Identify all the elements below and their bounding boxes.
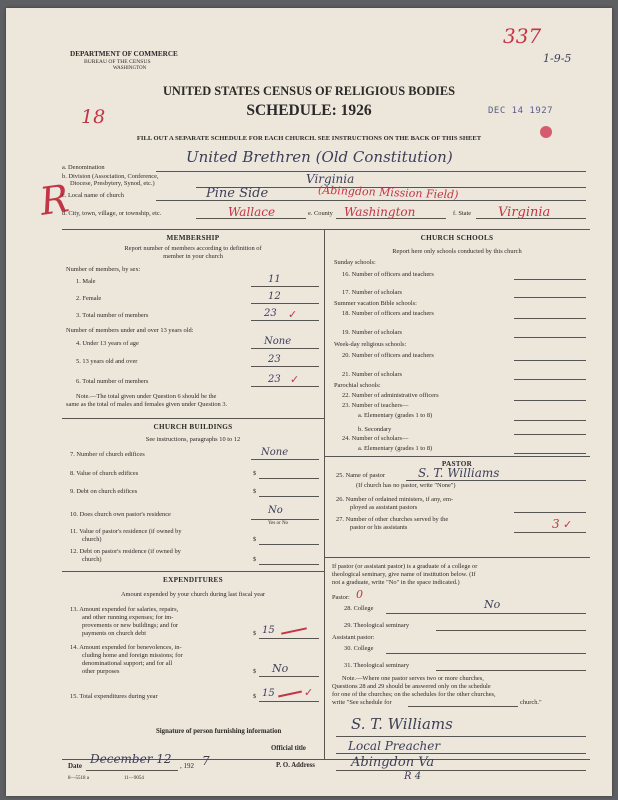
q19-line (514, 337, 586, 338)
q31-line (436, 670, 586, 671)
q6-check-mark: ✓ (290, 374, 300, 386)
q8-label: 8. Value of church edifices (70, 470, 139, 477)
grid-line-buildings (62, 418, 324, 419)
graduate-note-2: theological seminary, give name of institution below. (If (332, 571, 476, 578)
schedule-title: SCHEDULE: 1926 (246, 102, 372, 119)
form-title: UNITED STATES CENSUS OF RELIGIOUS BODIES (162, 84, 456, 98)
q9-dollar: $ (253, 488, 257, 495)
q30-line (386, 653, 586, 654)
q7-value: None (261, 447, 289, 458)
q3-value: 23 (264, 308, 277, 319)
parochial-schools-label: Parochial schools: (334, 382, 381, 389)
q16-line (514, 279, 586, 280)
q27-value: 3 (552, 517, 560, 531)
q5-line (251, 366, 319, 367)
q28-label: 28. College (344, 605, 374, 612)
q3-label: 3. Total number of members (76, 312, 149, 319)
denomination-value: United Brethren (Old Constitution) (186, 148, 453, 166)
q13-value: 15 (262, 625, 275, 636)
membership-intro-1: Report number of members according to definition of (124, 245, 262, 252)
pastor-note-5: church." (520, 699, 542, 706)
q13-label-1: 13. Amount expended for salaries, repairs, (70, 606, 179, 613)
members-by-sex-label: Number of members, by sex: (66, 266, 141, 273)
q14-dollar: $ (253, 668, 257, 675)
q26-label-2: ployed as assistant pastors (350, 504, 418, 511)
q20-label: 20. Number of officers and teachers (342, 352, 434, 359)
q21-label: 21. Number of scholars (342, 371, 402, 378)
po-address-line (336, 770, 586, 771)
q23a-line (514, 420, 586, 421)
bureau-label: BUREAU OF THE CENSUS (84, 59, 151, 65)
q13-label-3: provements or new buildings; and for (82, 622, 179, 629)
q10-label: 10. Does church own pastor's residence (70, 511, 171, 518)
q3-line (251, 320, 319, 321)
q23a-label: a. Elementary (grades 1 to 8) (358, 412, 433, 419)
q12-label-1: 12. Debt on pastor's residence (if owned by (70, 548, 181, 555)
department-label: DEPARTMENT OF COMMERCE (70, 50, 178, 58)
graduate-note-1: If pastor (or assistant pastor) is a graduate of a college or (332, 563, 478, 570)
city-town-value: Wallace (228, 205, 276, 219)
q10-hint: Yes or No (268, 521, 289, 526)
membership-heading: MEMBERSHIP (166, 234, 220, 242)
q2-value: 12 (268, 291, 281, 302)
q11-line (259, 544, 319, 545)
expenditures-sub: Amount expended by your church during last fiscal year (120, 591, 266, 598)
q15-label: 15. Total expenditures during year (70, 693, 158, 700)
q26-label-1: 26. Number of ordained ministers, if any, em- (336, 496, 454, 503)
division-label-2: Diocese, Presbytery, Synod, etc.) (70, 180, 155, 187)
division-label-1: b. Division (Association, Conference, (62, 173, 159, 180)
summer-schools-label: Summer vacation Bible schools: (334, 300, 417, 307)
separate-schedule-instruction: FILL OUT A SEPARATE SCHEDULE FOR EACH CHURCH. SEE INSTRUCTIONS ON THE BACK OF THIS SHEET (136, 135, 482, 142)
q5-label: 5. 13 years old and over (76, 358, 138, 365)
q24a-line (514, 453, 586, 454)
q15-line (259, 701, 319, 702)
q3-check-mark: ✓ (288, 309, 298, 321)
q18-label: 18. Number of officers and teachers (342, 310, 434, 317)
q31-label: 31. Theological seminary (344, 662, 410, 669)
q8-dollar: $ (253, 470, 257, 477)
q24-label: 24. Number of scholars— (342, 435, 409, 442)
membership-note-2: same as the total of males and females given under Question 3. (66, 401, 228, 408)
q12-dollar: $ (253, 556, 257, 563)
q12-line (259, 564, 319, 565)
q13-label-4: payments on church debt (82, 630, 147, 637)
signature-value: S. T. Williams (351, 715, 453, 733)
denomination-line (156, 171, 586, 172)
q11-dollar: $ (253, 536, 257, 543)
q23b-label: b. Secondary (358, 426, 392, 433)
q15-red-stroke (278, 691, 302, 698)
membership-intro-2: member in your church (163, 253, 223, 260)
weekday-schools-label: Week-day religious schools: (334, 341, 407, 348)
q14-label-3: denominational support; and for all (82, 660, 173, 667)
state-label: f. State (453, 210, 472, 217)
q13-label-2: and other running expenses; for im- (82, 614, 174, 621)
q4-label: 4. Under 13 years of age (76, 340, 139, 347)
q8-line (259, 478, 319, 479)
q14-label-1: 14. Amount expended for benevolences, in- (70, 644, 182, 651)
q15-dollar: $ (253, 693, 257, 700)
official-title-line (336, 753, 586, 754)
schools-heading: CHURCH SCHOOLS (420, 234, 494, 242)
q17-line (514, 297, 586, 298)
q10-value: No (268, 505, 283, 516)
q28-line (386, 613, 586, 614)
q22-line (514, 400, 586, 401)
q13-red-stroke (281, 627, 307, 634)
q21-line (514, 379, 586, 380)
sunday-schools-label: Sunday schools: (334, 259, 376, 266)
q17-label: 17. Number of scholars (342, 289, 402, 296)
year-digit: 7 (202, 754, 210, 768)
census-schedule-sheet (6, 8, 612, 796)
q1-line (251, 286, 319, 287)
county-value: Washington (344, 205, 416, 219)
q15-value: 15 (262, 688, 275, 699)
q2-line (251, 303, 319, 304)
membership-note-1: Note.—The total given under Question 6 should be the (76, 393, 217, 400)
date-line (86, 770, 178, 771)
po-address-value: Abingdon Va (351, 755, 435, 770)
q29-label: 29. Theological seminary (344, 622, 410, 629)
q4-line (251, 348, 319, 349)
q13-dollar: $ (253, 630, 257, 637)
official-title-label: Official title (271, 745, 306, 752)
q18-line (514, 318, 586, 319)
q2-label: 2. Female (76, 295, 102, 302)
q13-line (259, 638, 319, 639)
q23b-line (514, 434, 586, 435)
pastor-mark: 0 (356, 588, 363, 601)
q25-value: S. T. Williams (418, 466, 500, 480)
corner-code: 1-9-5 (543, 52, 572, 65)
q6-label: 6. Total number of members (76, 378, 149, 385)
grid-line-graduate (324, 557, 590, 558)
city-town-label: d. City, town, village, or township, etc. (62, 210, 162, 217)
local-name-value: Pine Side (206, 186, 269, 201)
pastor-heading: PASTOR (441, 460, 473, 468)
mission-field-note: (Abingdon Mission Field) (317, 183, 459, 202)
state-value: Virginia (498, 205, 551, 220)
q6-value: 23 (268, 374, 281, 385)
schools-sub: Report here only schools conducted by this church (392, 248, 522, 255)
date-value: December 12 (90, 752, 172, 766)
q7-label: 7. Number of church edifices (70, 451, 145, 458)
year-prefix: , 192 (180, 762, 194, 770)
buildings-sub: See instructions, paragraphs 10 to 12 (145, 436, 241, 443)
q30-label: 30. College (344, 645, 374, 652)
graduate-note-3: not a graduate, write "No" in the space indicated.) (332, 579, 460, 586)
county-label: e. County (308, 210, 333, 217)
q14-value: No (272, 662, 289, 675)
print-number: 11—9054 (124, 776, 144, 781)
pastor-subhead: Pastor: (332, 594, 350, 601)
q27-check-mark: ✓ (563, 519, 573, 531)
grid-line-pastor (324, 456, 590, 457)
q25-note: (If church has no pastor, write "None") (356, 482, 456, 489)
left-number: 18 (81, 106, 106, 128)
margin-r-mark: R (37, 176, 72, 224)
denomination-label: a. Denomination (62, 164, 105, 171)
q14-label-4: other purposes (82, 668, 120, 675)
buildings-heading: CHURCH BUILDINGS (153, 423, 233, 431)
q11-label-2: church) (82, 536, 102, 543)
pastor-note-1: Note.—Where one pastor serves two or more churches, (342, 675, 484, 682)
grid-top-line (62, 229, 590, 230)
q26-line (514, 512, 586, 513)
city-label: WASHINGTON (113, 66, 147, 71)
q14-line (259, 676, 319, 677)
q9-line (259, 496, 319, 497)
q25-line (406, 480, 586, 481)
q7-line (251, 459, 319, 460)
date-label: Date (68, 762, 82, 770)
q22-label: 22. Number of administrative officers (342, 392, 439, 399)
pastor-note-4: write "See schedule for (332, 699, 392, 706)
q4-value: None (264, 336, 292, 347)
local-name-label: c. Local name of church (62, 192, 124, 199)
assistant-subhead: Assistant pastor: (332, 634, 375, 641)
q27-line (514, 532, 586, 533)
form-number: 8—5518 a (68, 776, 89, 781)
signature-label: Signature of person furnishing information (156, 728, 282, 735)
signature-line (336, 736, 586, 737)
pastor-note-blank (408, 706, 518, 707)
official-title-value: Local Preacher (348, 739, 441, 753)
q14-label-2: cluding home and foreign missions; for (82, 652, 183, 659)
corner-number: 337 (503, 24, 542, 48)
grid-line-expenditures (62, 571, 324, 572)
q5-value: 23 (268, 354, 281, 365)
q27-label-2: pastor or his assistants (350, 524, 408, 531)
q11-label-1: 11. Value of pastor's residence (if owned by (70, 528, 182, 535)
q25-label: 25. Name of pastor (336, 472, 385, 479)
q1-value: 11 (268, 274, 281, 285)
q9-label: 9. Debt on church edifices (70, 488, 138, 495)
pastor-note-3: for one of the churches; on the schedules for the other churches, (332, 691, 496, 698)
q23-label: 23. Number of teachers— (342, 402, 409, 409)
members-by-age-label: Number of members under and over 13 years old: (66, 327, 194, 334)
po-address-extra: R 4 (404, 771, 422, 782)
q29-line (436, 630, 586, 631)
q27-label-1: 27. Number of other churches served by the (336, 516, 449, 523)
received-date-stamp: DEC 14 1927 (488, 106, 554, 116)
q24a-label: a. Elementary (grades 1 to 8) (358, 445, 433, 452)
grid-center-divider (324, 229, 325, 759)
pastor-note-2: Questions 28 and 29 should be answered only on the schedule (332, 683, 491, 690)
q20-line (514, 360, 586, 361)
expenditures-heading: EXPENDITURES (163, 576, 223, 584)
q12-label-2: church) (82, 556, 102, 563)
q6-line (251, 386, 319, 387)
q15-check-mark: ✓ (304, 687, 314, 699)
q19-label: 19. Number of scholars (342, 329, 402, 336)
q28-value: No (484, 598, 501, 611)
po-address-label: P. O. Address (276, 762, 315, 769)
q16-label: 16. Number of officers and teachers (342, 271, 434, 278)
division-value: Virginia (306, 172, 355, 186)
q1-label: 1. Male (76, 278, 96, 285)
